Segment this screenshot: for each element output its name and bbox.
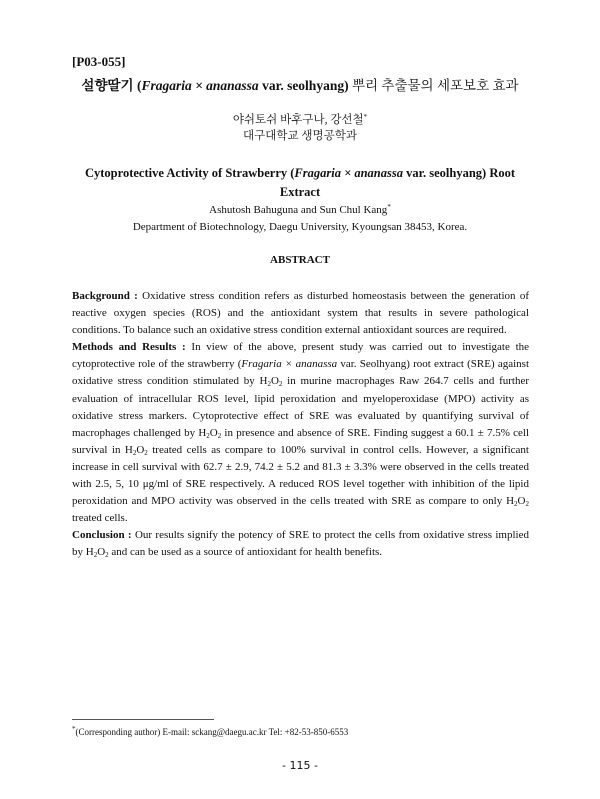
h2o2-subscript: 2 xyxy=(525,500,529,509)
h2o2-o: O xyxy=(517,495,526,508)
english-corresponding-mark: * xyxy=(387,203,391,211)
h2o2-subscript: 2 xyxy=(105,551,109,560)
h2o2-o: O xyxy=(136,443,145,456)
page-number: - 115 - xyxy=(282,759,318,772)
english-title-suffix: var. seolhyang) Root Extract xyxy=(279,166,516,199)
english-authors xyxy=(72,203,528,218)
methods-text-5: treated cells as compare to 100% survival in control cells. However, a significant increase in cell survival with 62.7 ± 2.9, 74.2 ± 5.2 and 81.3 ± 3.3% were observed in the cells treated with 2.5, 5, 10 μg/ml of SRE respectively. A reduced ROS level together with inhibition of the lipid peroxidation and MPO activity was observed in the cells treated with SRE as compare to only H xyxy=(72,443,529,508)
h2o2-subscript: 2 xyxy=(217,431,222,440)
english-title xyxy=(72,164,528,202)
h2o2-o: O xyxy=(97,546,106,559)
conclusion-label: Conclusion : xyxy=(72,529,132,542)
abstract-body xyxy=(72,288,529,562)
corresponding-author-footnote xyxy=(72,726,348,738)
korean-affiliation: 대구대학교 생명공학과 xyxy=(243,130,357,142)
h2o2-subscript: 2 xyxy=(206,431,210,440)
methods-text-3: in murine macrophages Raw 264.7 cells and further evaluation of intracellular ROS level, lipid peroxidation and myeloperoxidase (MPO) activity as oxidative stress markers. Cytoprotective effect of SRE was evaluated by quantifying survival of macrophages challenged by H xyxy=(72,375,529,439)
background-text: Oxidative stress condition refers as disturbed homeostasis between the generation of reactive oxygen species (ROS) and the antioxidant system that results in severe pathological conditions. To balance such an oxidative stress condition external antioxidant sources are required. xyxy=(72,290,529,337)
methods-scientific-name: Fragaria × ananassa xyxy=(241,358,338,371)
methods-text-6: treated cells. xyxy=(72,512,128,525)
footnote-mark: * xyxy=(72,725,76,733)
abstract-heading: ABSTRACT xyxy=(270,254,330,266)
conclusion-text-1: Our results signify the potency of SRE to protect the cells from oxidative stress implied by H xyxy=(72,529,529,559)
h2o2-o: O xyxy=(270,375,279,388)
english-title-scientific-name: Fragaria × ananassa xyxy=(294,166,403,180)
background-paragraph xyxy=(72,288,529,339)
korean-title-suffix: 뿌리 추출물의 세포보호 효과 xyxy=(348,78,519,93)
footnote-divider xyxy=(72,719,214,720)
h2o2-subscript: 2 xyxy=(278,380,283,389)
korean-corresponding-mark: * xyxy=(363,113,368,121)
h2o2-subscript: 2 xyxy=(93,551,98,560)
korean-title xyxy=(72,76,528,95)
h2o2-subscript: 2 xyxy=(267,380,271,389)
methods-label: Methods and Results : xyxy=(72,341,186,354)
footnote-text: (Corresponding author) E-mail: sckang@daegu.ac.kr Tel: +82-53-850-6553 xyxy=(75,727,349,737)
h2o2-subscript: 2 xyxy=(144,448,148,457)
korean-title-variety: var. seolhyang) xyxy=(258,78,349,93)
english-title-prefix: Cytoprotective Activity of Strawberry ( xyxy=(84,166,295,180)
conclusion-text-2: and can be used as a source of antioxidant for health benefits. xyxy=(108,546,383,559)
english-affiliation: Department of Biotechnology, Daegu University, Kyoungsan 38453, Korea. xyxy=(132,221,468,233)
conclusion-paragraph xyxy=(72,527,529,561)
h2o2-subscript: 2 xyxy=(132,448,137,457)
h2o2-subscript: 2 xyxy=(514,500,518,509)
background-label: Background : xyxy=(72,290,138,302)
h2o2-o: O xyxy=(209,426,218,439)
korean-title-prefix: 설향딸기 ( xyxy=(81,78,142,93)
methods-text-2: var. Seolhyang) root extract (SRE) against oxidative stress condition stimulated by H xyxy=(72,358,529,388)
methods-text-1: In view of the above, present study was carried out to investigate the cytoprotective role of the strawberry ( xyxy=(72,341,530,371)
korean-author-names: 야쉬토쉬 바후구나, 강선철 xyxy=(232,114,364,126)
methods-paragraph xyxy=(72,339,529,527)
korean-title-scientific-name: Fragaria × ananassa xyxy=(141,78,259,93)
methods-text-4: in presence and absence of SRE. Finding suggest a 60.1 ± 7.5% cell survival in H xyxy=(72,426,529,456)
abstract-code: [P03-055] xyxy=(72,54,126,69)
english-author-names: Ashutosh Bahuguna and Sun Chul Kang xyxy=(209,204,388,216)
korean-authors xyxy=(72,113,528,128)
